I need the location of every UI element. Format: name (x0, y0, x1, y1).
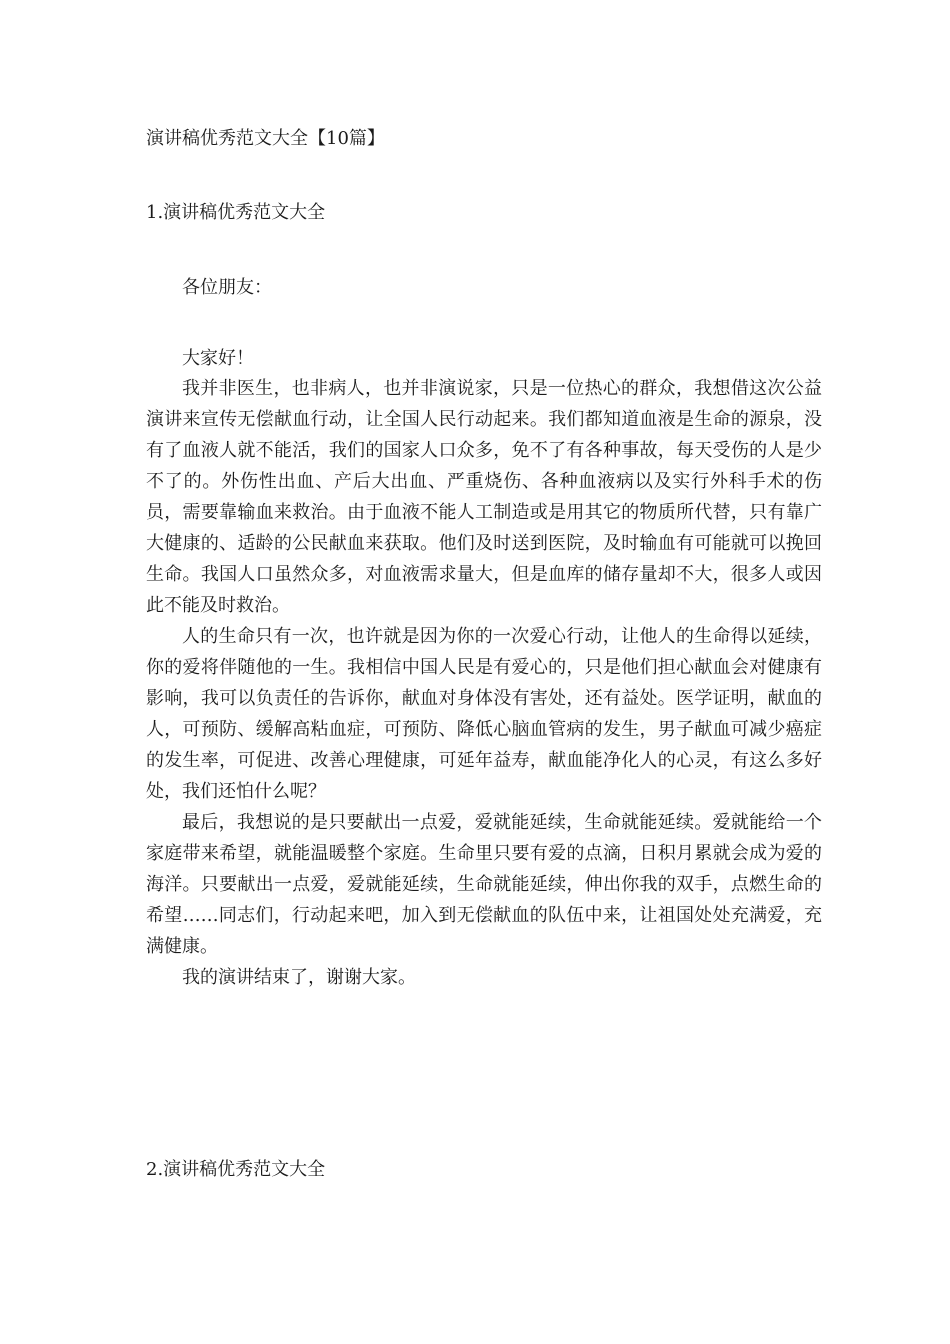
speech-body (146, 373, 822, 993)
paragraph-closing: 我的演讲结束了，谢谢大家。 (182, 967, 416, 988)
section-heading-2: 2.演讲稿优秀范文大全 (146, 1159, 326, 1180)
document-title: 演讲稿优秀范文大全【10篇】 (146, 128, 385, 149)
greeting: 大家好！ (182, 348, 254, 369)
salutation: 各位朋友： (182, 277, 272, 298)
paragraph-2: 人的生命只有一次，也许就是因为你的一次爱心行动，让他人的生命得以延续，你的爱将伴随他的一生。我相信中国人民是有爱心的，只是他们担心献血会对健康有影响，我可以负责任的告诉你，献血对身体没有害处，还有益处。医学证明，献血的人，可预防、缓解高粘血症，可预防、降低心脑血管病的发生，男子献血可减少癌症的发生率，可促进、改善心理健康，可延年益寿，献血能净化人的心灵，有这么多好处，我们还怕什么呢？ (146, 626, 822, 802)
section-heading-1: 1.演讲稿优秀范文大全 (146, 202, 326, 223)
paragraph-3: 最后，我想说的是只要献出一点爱，爱就能延续，生命就能延续。爱就能给一个家庭带来希望，就能温暖整个家庭。生命里只要有爱的点滴，日积月累就会成为爱的海洋。只要献出一点爱，爱就能延续，生命就能延续，伸出你我的双手，点燃生命的希望……同志们，行动起来吧，加入到无偿献血的队伍中来，让祖国处处充满爱，充满健康。 (146, 812, 822, 957)
paragraph-1: 我并非医生，也非病人，也并非演说家，只是一位热心的群众，我想借这次公益演讲来宣传无偿献血行动，让全国人民行动起来。我们都知道血液是生命的源泉，没有了血液人就不能活，我们的国家人口众多，免不了有各种事故，每天受伤的人是少不了的。外伤性出血、产后大出血、严重烧伤、各种血液病以及实行外科手术的伤员，需要靠输血来救治。由于血液不能人工制造或是用其它的物质所代替，只有靠广大健康的、适龄的公民献血来获取。他们及时送到医院，及时输血有可能就可以挽回生命。我国人口虽然众多，对血液需求量大，但是血库的储存量却不大，很多人或因此不能及时救治。 (146, 378, 822, 616)
